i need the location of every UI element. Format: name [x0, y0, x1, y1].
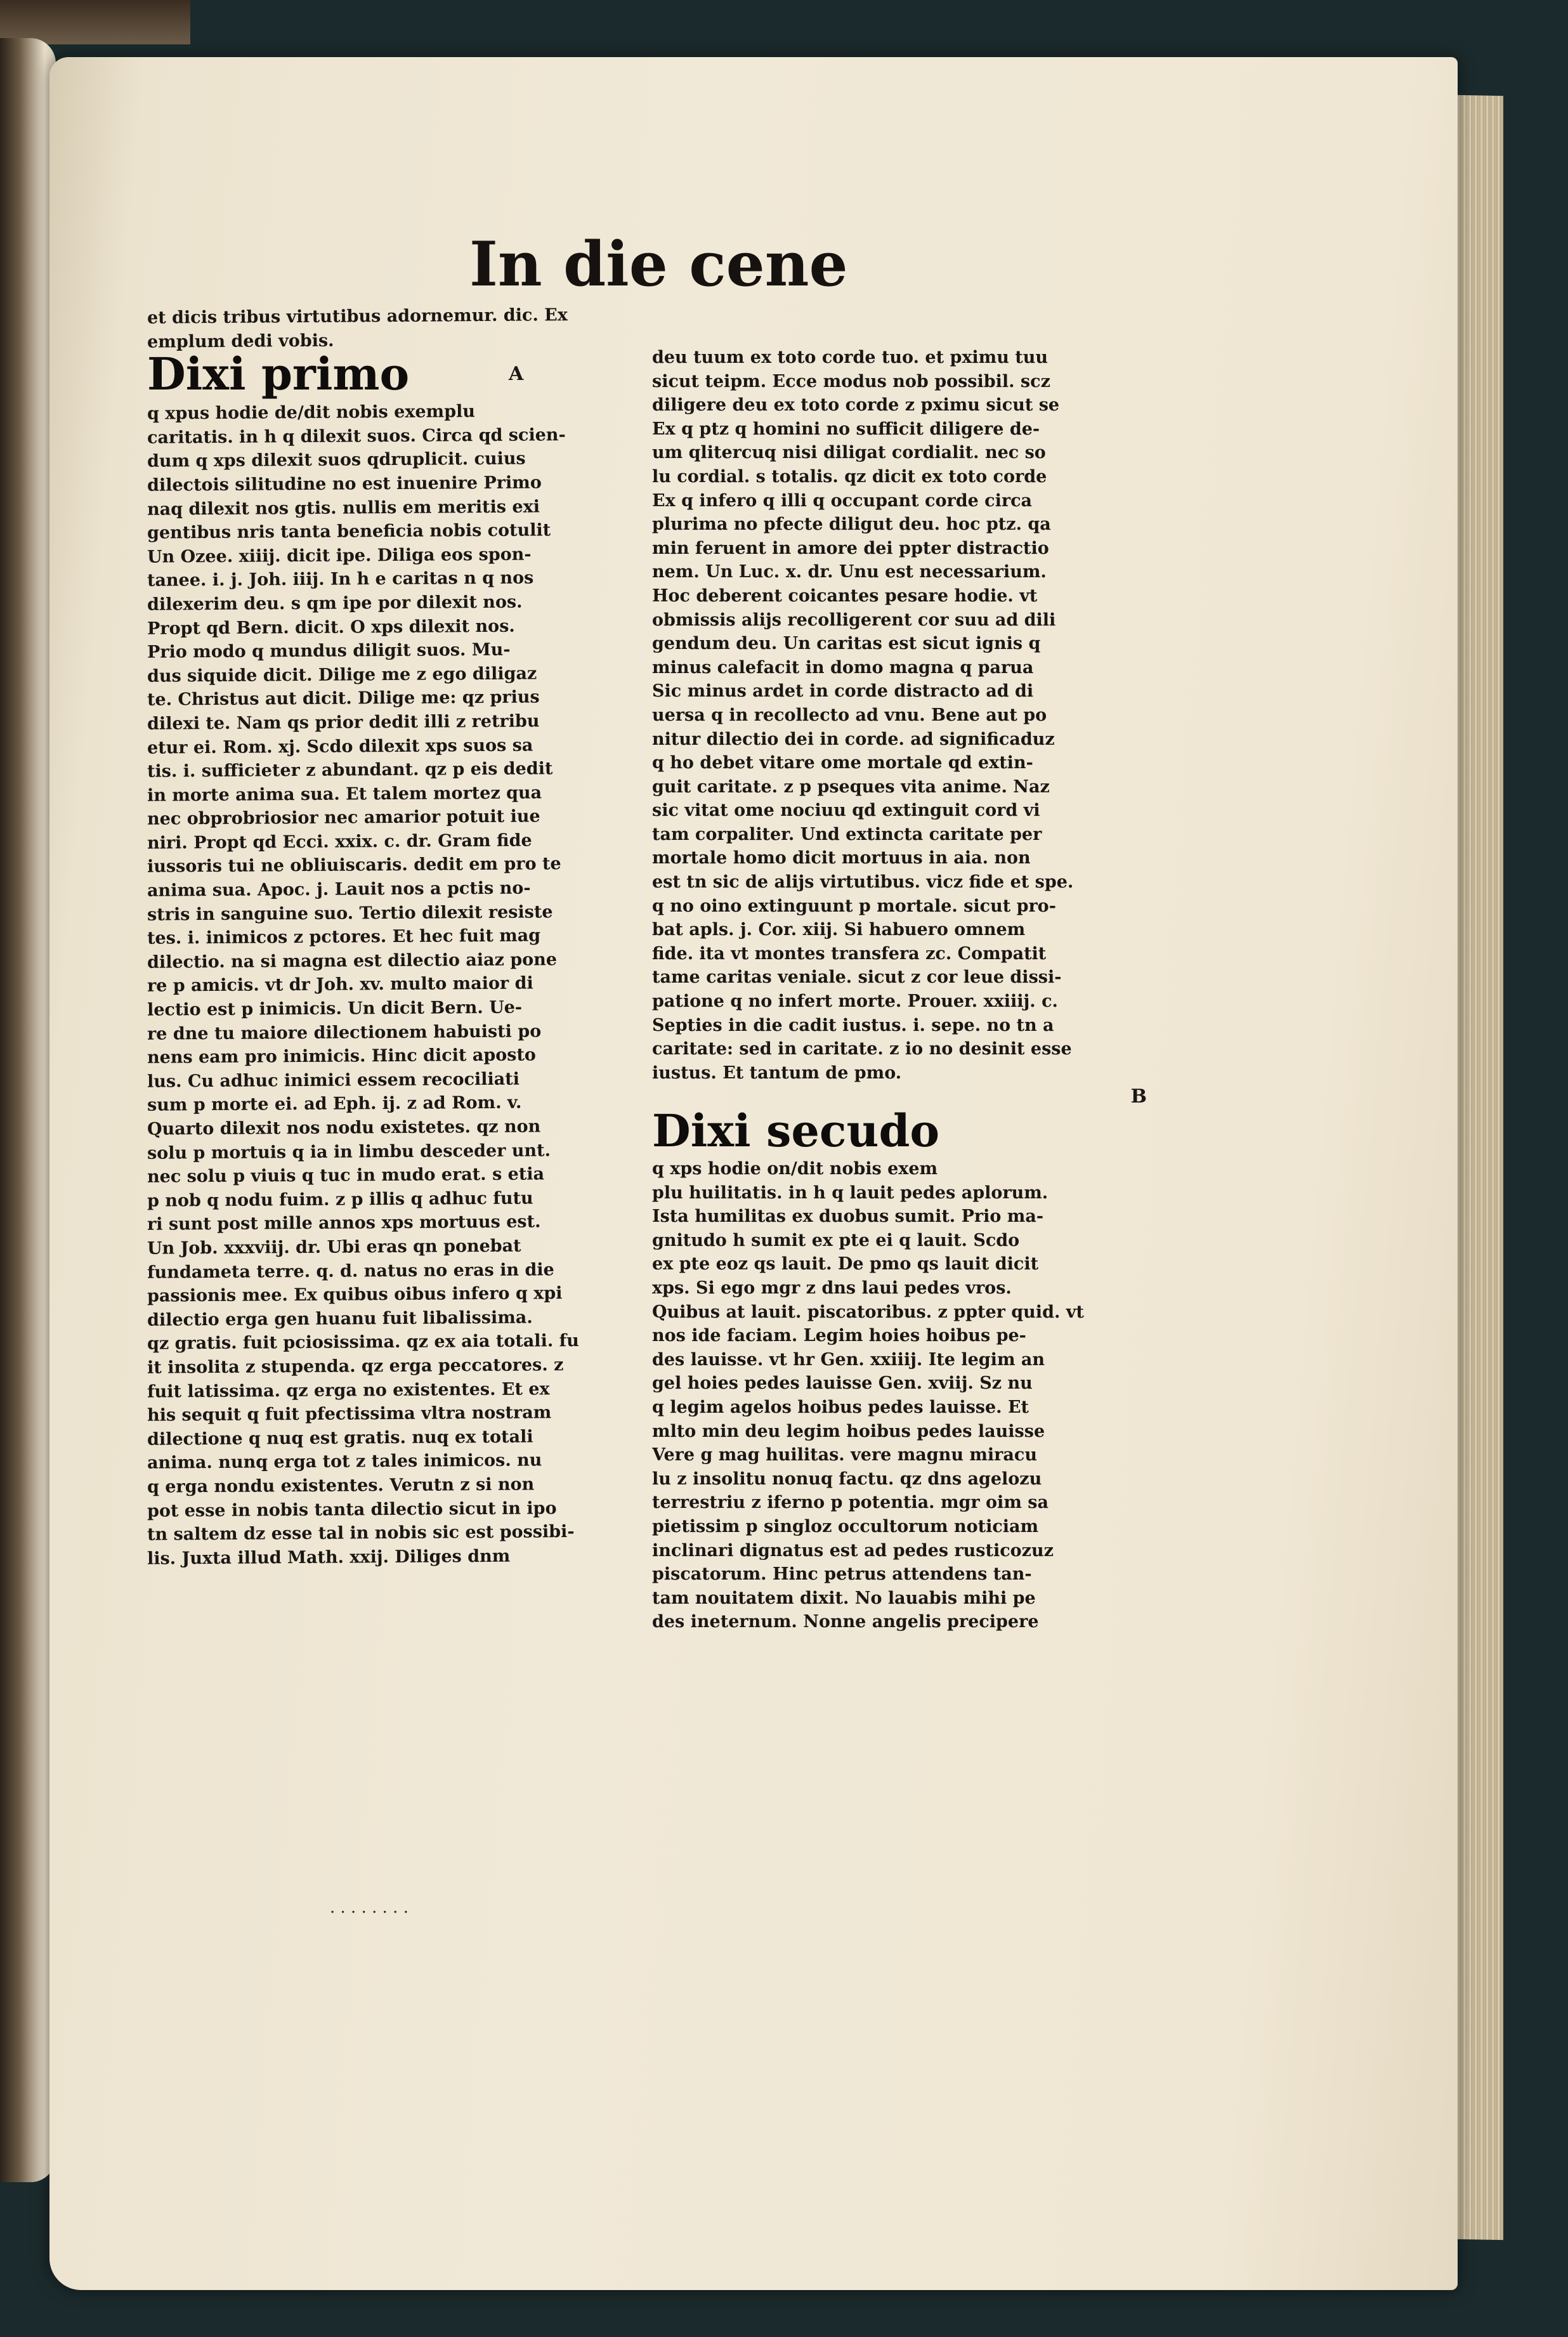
- text-line: lis. Juxta illud Math. xxij. Diliges dnm: [147, 1546, 511, 1569]
- text-line: tam nouitatem dixit. No lauabis mihi pe: [652, 1588, 1036, 1608]
- text-line: q legim agelos hoibus pedes lauisse. Et: [652, 1397, 1029, 1417]
- text-line: minus calefacit in domo magna q parua: [652, 657, 1034, 678]
- text-line: emplum dedi vobis.: [147, 331, 334, 352]
- text-line: pot esse in nobis tanta dilectio sicut in ipo: [147, 1498, 557, 1521]
- text-line: lu z insolitu nonuq factu. qz dns agelozu: [652, 1469, 1042, 1489]
- text-line: etur ei. Rom. xj. Scdo dilexit xps suos sa: [147, 735, 533, 758]
- text-line: uersa q in recollecto ad vnu. Bene aut po: [652, 705, 1047, 725]
- text-line: lu cordial. s totalis. qz dicit ex toto corde: [652, 466, 1047, 487]
- text-line: diligere deu ex toto corde z pximu sicut se: [652, 395, 1060, 416]
- running-heading: In die cene: [469, 228, 848, 300]
- text-line: Quibus at lauit. piscatoribus. z ppter quid. vt: [652, 1302, 1084, 1322]
- bottom-ink-marks: · · · · · · · ·: [330, 1903, 408, 1922]
- text-line: nens eam pro inimicis. Hinc dicit aposto: [147, 1045, 536, 1068]
- text-line: Propt qd Bern. dicit. O xps dilexit nos.: [147, 616, 515, 639]
- text-line: tn saltem dz esse tal in nobis sic est possibi-: [147, 1522, 575, 1545]
- text-line: iussoris tui ne obliuiscaris. dedit em pro te: [147, 854, 561, 877]
- text-line: dum q xps dilexit suos qdruplicit. cuius: [147, 448, 526, 472]
- text-line: stris in sanguine suo. Tertio dilexit resiste: [147, 901, 553, 925]
- section-initial-heading: Dixi secudo: [652, 1104, 940, 1157]
- text-line: pietissim p singloz occultorum noticiam: [652, 1516, 1039, 1536]
- section-marker: B: [1130, 1085, 1147, 1108]
- text-line: Un Job. xxxviij. dr. Ubi eras qn ponebat: [147, 1236, 521, 1259]
- text-line: caritate: sed in caritate. z io no desinit esse: [652, 1039, 1072, 1059]
- text-line: lectio est p inimicis. Un dicit Bern. Ue-: [147, 997, 523, 1020]
- text-line: xps. Si ego mgr z dns laui pedes vros.: [652, 1278, 1012, 1298]
- text-line: Sic minus ardet in corde distracto ad di: [652, 681, 1034, 702]
- text-line: Un Ozee. xiiij. dicit ipe. Diliga eos spon-: [147, 544, 532, 567]
- text-line: gentibus nris tanta beneficia nobis cotulit: [147, 520, 551, 543]
- text-line: Quarto dilexit nos nodu existetes. qz non: [147, 1116, 541, 1139]
- text-line: q xpus hodie de/dit nobis exemplu: [147, 402, 476, 424]
- text-line: nitur dilectio dei in corde. ad significaduz: [652, 729, 1055, 749]
- text-line: dilectois silitudine no est inuenire Primo: [147, 473, 542, 495]
- text-line: Ex q infero q illi q occupant corde circa: [652, 490, 1033, 511]
- text-line: in morte anima sua. Et talem mortez qua: [147, 783, 542, 806]
- text-line: sum p morte ei. ad Eph. ij. z ad Rom. v.: [147, 1093, 522, 1116]
- text-line: tis. i. sufficieter z abundant. qz p eis dedit: [147, 759, 553, 782]
- text-line: naq dilexit nos gtis. nullis em meritis exi: [147, 496, 540, 520]
- text-line: Septies in die cadit iustus. i. sepe. no tn a: [652, 1015, 1054, 1035]
- text-line: te. Christus aut dicit. Dilige me: qz prius: [147, 687, 540, 710]
- text-line: des ineternum. Nonne angelis precipere: [652, 1612, 1039, 1632]
- text-line: piscatorum. Hinc petrus attendens tan-: [652, 1564, 1032, 1585]
- text-line: mortale homo dicit mortuus in aia. non: [652, 848, 1031, 868]
- text-line: tes. i. inimicos z pctores. Et hec fuit mag: [147, 926, 541, 948]
- text-line: gnitudo h sumit ex pte ei q lauit. Scdo: [652, 1230, 1020, 1250]
- text-line: Hoc deberent coicantes pesare hodie. vt: [652, 586, 1038, 606]
- text-line: anima sua. Apoc. j. Lauit nos a pctis no-: [147, 878, 531, 901]
- text-line: des lauisse. vt hr Gen. xxiiij. Ite legim an: [652, 1349, 1045, 1370]
- text-line: obmissis alijs recolligerent cor suu ad dili: [652, 610, 1056, 630]
- text-line: et dicis tribus virtutibus adornemur. dic. Ex: [147, 305, 568, 328]
- text-line: it insolita z stupenda. qz erga peccatores. z: [147, 1355, 564, 1378]
- text-line: Ista humilitas ex duobus sumit. Prio ma-: [652, 1207, 1044, 1227]
- text-line: tanee. i. j. Joh. iiij. In h e caritas n q nos: [147, 568, 534, 591]
- text-line: mlto min deu legim hoibus pedes lauisse: [652, 1421, 1045, 1441]
- text-line: ex pte eoz qs lauit. De pmo qs lauit dicit: [652, 1254, 1039, 1274]
- text-line: est tn sic de alijs virtutibus. vicz fide et spe.: [652, 872, 1074, 893]
- text-line: caritatis. in h q dilexit suos. Circa qd scien-: [147, 424, 566, 448]
- text-line: min feruent in amore dei ppter distractio: [652, 538, 1049, 558]
- text-line: gel hoies pedes lauisse Gen. xviij. Sz nu: [652, 1373, 1033, 1394]
- text-line: nos ide faciam. Legim hoies hoibus pe-: [652, 1326, 1026, 1346]
- text-line: p nob q nodu fuim. z p illis q adhuc futu: [147, 1188, 533, 1211]
- text-line: Vere g mag huilitas. vere magnu miracu: [652, 1445, 1037, 1465]
- text-line: iustus. Et tantum de pmo.: [652, 1063, 902, 1083]
- text-line: plu huilitatis. in h q lauit pedes aplorum.: [652, 1182, 1049, 1203]
- text-line: patione q no infert morte. Prouer. xxiiij. c.: [652, 992, 1058, 1012]
- previous-page-curl: [0, 38, 56, 2182]
- text-line: Ex q ptz q homini no sufficit diligere de-: [652, 419, 1040, 439]
- text-line: ri sunt post mille annos xps mortuus est.: [147, 1212, 541, 1235]
- section-initial-heading: Dixi primo: [147, 348, 410, 401]
- text-line: Prio modo q mundus diligit suos. Mu-: [147, 639, 511, 662]
- text-line: nec solu p viuis q tuc in mudo erat. s etia: [147, 1164, 545, 1187]
- text-line: dus siquide dicit. Dilige me z ego diligaz: [147, 664, 537, 686]
- text-line: dilexi te. Nam qs prior dedit illi z retribu: [147, 711, 540, 734]
- text-line: niri. Propt qd Ecci. xxix. c. dr. Gram fide: [147, 830, 532, 853]
- text-line: dilectio erga gen huanu fuit libalissima.: [147, 1307, 533, 1330]
- text-line: re dne tu maiore dilectionem habuisti po: [147, 1021, 542, 1044]
- text-line: inclinari dignatus est ad pedes rusticozuz: [652, 1540, 1054, 1561]
- text-line: fide. ita vt montes transfera zc. Compatit: [652, 943, 1047, 964]
- text-line: nec obprobriosior nec amarior potuit iue: [147, 806, 540, 830]
- text-line: solu p mortuis q ia in limbu desceder unt.: [147, 1140, 551, 1163]
- text-line: nem. Un Luc. x. dr. Unu est necessarium.: [652, 562, 1047, 582]
- section-marker: A: [509, 363, 524, 385]
- text-line: sicut teipm. Ecce modus nob possibil. scz: [652, 371, 1050, 391]
- text-line: passionis mee. Ex quibus oibus infero q xpi: [147, 1283, 563, 1306]
- text-line: fuit latissima. qz erga no existentes. Et ex: [147, 1378, 550, 1402]
- right-text-column: [652, 346, 1172, 1634]
- text-line: dilectione q nuq est gratis. nuq ex totali: [147, 1427, 533, 1450]
- text-line: deu tuum ex toto corde tuo. et pximu tuu: [652, 348, 1049, 367]
- text-line: q xps hodie on/dit nobis exem: [652, 1159, 938, 1179]
- text-line: re p amicis. vt dr Joh. xv. multo maior di: [147, 973, 533, 997]
- text-line: q no oino extinguunt p mortale. sicut pro-: [652, 896, 1056, 916]
- text-line: fundameta terre. q. d. natus no eras in die: [147, 1259, 554, 1283]
- text-line: sic vitat ome nociuu qd extinguit cord vi: [652, 801, 1040, 821]
- text-line: q ho debet vitare ome mortale qd extin-: [652, 753, 1033, 773]
- text-line: his sequit q fuit pfectissima vltra nostram: [147, 1403, 552, 1425]
- text-line: um qlitercuq nisi diligat cordialit. nec so: [652, 443, 1046, 463]
- text-line: dilexerim deu. s qm ipe por dilexit nos.: [147, 592, 523, 615]
- text-line: dilectio. na si magna est dilectio aiaz pone: [147, 950, 558, 972]
- text-line: q erga nondu existentes. Verutn z si non: [147, 1474, 535, 1497]
- text-line: terrestriu z iferno p potentia. mgr oim sa: [652, 1493, 1049, 1513]
- text-line: bat apls. j. Cor. xiij. Si habuero omnem: [652, 920, 1026, 940]
- text-line: lus. Cu adhuc inimici essem recociliati: [147, 1069, 520, 1092]
- text-line: guit caritate. z p pseques vita anime. Naz: [652, 776, 1050, 797]
- text-line: gendum deu. Un caritas est sicut ignis q: [652, 634, 1041, 654]
- text-line: tame caritas veniale. sicut z cor leue dissi-: [652, 967, 1062, 988]
- text-line: anima. nunq erga tot z tales inimicos. nu: [147, 1450, 542, 1474]
- text-line: qz gratis. fuit pciosissima. qz ex aia totali. fu: [147, 1331, 579, 1354]
- text-line: plurima no pfecte diligut deu. hoc ptz. qa: [652, 514, 1051, 535]
- left-text-column: [147, 304, 642, 1569]
- text-line: tam corpaliter. Und extincta caritate per: [652, 824, 1042, 844]
